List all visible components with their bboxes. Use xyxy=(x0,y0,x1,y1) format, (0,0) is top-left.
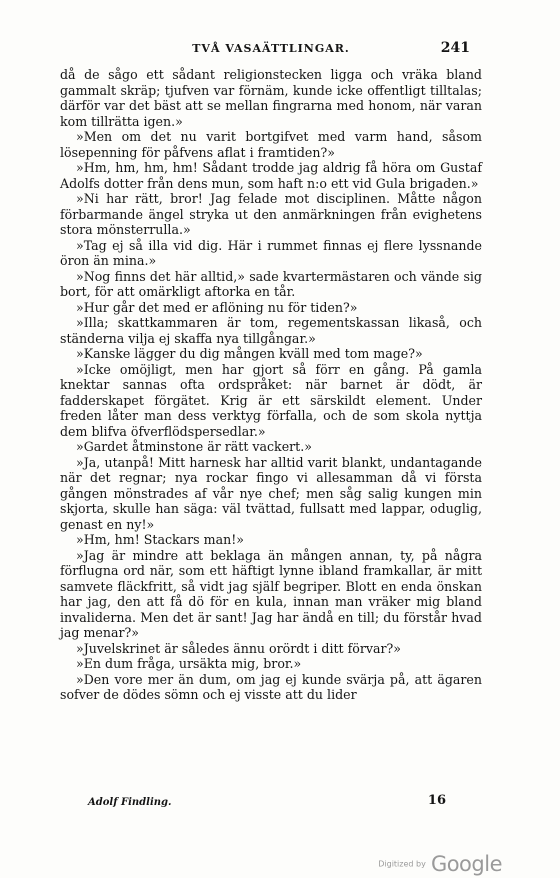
signature-mark: Adolf Findling. xyxy=(88,797,172,808)
paragraph: »Ni har rätt, bror! Jag felade mot disciplinen. Måtte någon förbarmande ängel stryka ut den anmärkningen från evighetens stora mönsterrulla.» xyxy=(60,191,482,237)
paragraph: »Illa; skattkammaren är tom, regementskassan likaså, och ständerna vilja ej skaffa nya tillgångar.» xyxy=(60,315,482,346)
paragraph: »Nog finns det här alltid,» sade kvartermästaren och vände sig bort, för att omärkligt aftorka en tår. xyxy=(60,268,482,299)
body-text xyxy=(60,67,482,703)
watermark-prefix: Digitized by xyxy=(378,859,426,869)
paragraph: »Tag ej så illa vid dig. Här i rummet finnas ej flere lyssnande öron än mina.» xyxy=(60,237,482,268)
paragraph: »Icke omöjligt, men har gjort så förr en gång. På gamla knektar sannas ofta ordspråket: när barnet är dödt, är fadderskapet förgätet. Krig är ett särskildt element. Under freden låter man dess verktyg förfalla, och de som skola nyttja dem blifva öfverflödspersedlar.» xyxy=(60,361,482,439)
running-header xyxy=(60,42,482,62)
paragraph: »Gardet åtminstone är rätt vackert.» xyxy=(76,439,312,454)
running-title: TVÅ VASAÄTTLINGAR. xyxy=(192,42,350,55)
page-number: 241 xyxy=(440,40,470,56)
paragraph: »Ja, utanpå! Mitt harnesk har alltid varit blankt, undantagande när det regnar; nya rockar fingo vi allesamman då vi första gången mönstrades af vår nye chef; men såg salig kungen min skjorta, skulle han säga: väl tvättad, fullsatt med lappar, oduglig, genast en ny!» xyxy=(60,454,482,532)
paragraph: »En dum fråga, ursäkta mig, bror.» xyxy=(76,656,302,671)
paragraph: »Jag är mindre att beklaga än mången annan, ty, på några förflugna ord när, som ett häftigt lynne ibland framkallar, är mitt samvete fläckfritt, så vidt jag själf begriper. Blott en enda önskan har jag, den att få dö för en kula, innan man vräker mig bland invaliderna. Men det är sant! Jag har ändå en till; du förstår hvad jag menar?» xyxy=(60,547,482,640)
paragraph: »Hm, hm, hm, hm! Sådant trodde jag aldrig få höra om Gustaf Adolfs dotter från dens mun, som haft n:o ett vid Gula brigaden.» xyxy=(60,160,482,191)
paragraph: »Juvelskrinet är således ännu orördt i ditt förvar?» xyxy=(76,640,401,656)
digitized-watermark xyxy=(378,852,502,876)
paragraph: »Hur går det med er aflöning nu för tiden?» xyxy=(76,299,358,315)
page-footer xyxy=(60,793,482,813)
paragraph: »Hm, hm! Stackars man!» xyxy=(76,532,244,547)
sheet-number: 16 xyxy=(427,793,446,808)
paragraph: »Men om det nu varit bortgifvet med varm hand, såsom lösepenning för påfvens aflat i framtiden?» xyxy=(60,129,482,160)
paragraph: »Kanske lägger du dig mången kväll med tom mage?» xyxy=(76,346,423,361)
paragraph: då de sågo ett sådant religionstecken ligga och vräka bland gammalt skräp; tjufven var förnäm, kunde icke offentligt tilltalas; därför var det bäst att se mellan fingrarna med honom, när varan kom tillrätta igen.» xyxy=(60,67,482,129)
paragraph: »Den vore mer än dum, om jag ej kunde svärja på, att ägaren sofver de dödes sömn och ej visste att du lider xyxy=(60,671,482,702)
watermark-brand: Google xyxy=(430,852,502,876)
